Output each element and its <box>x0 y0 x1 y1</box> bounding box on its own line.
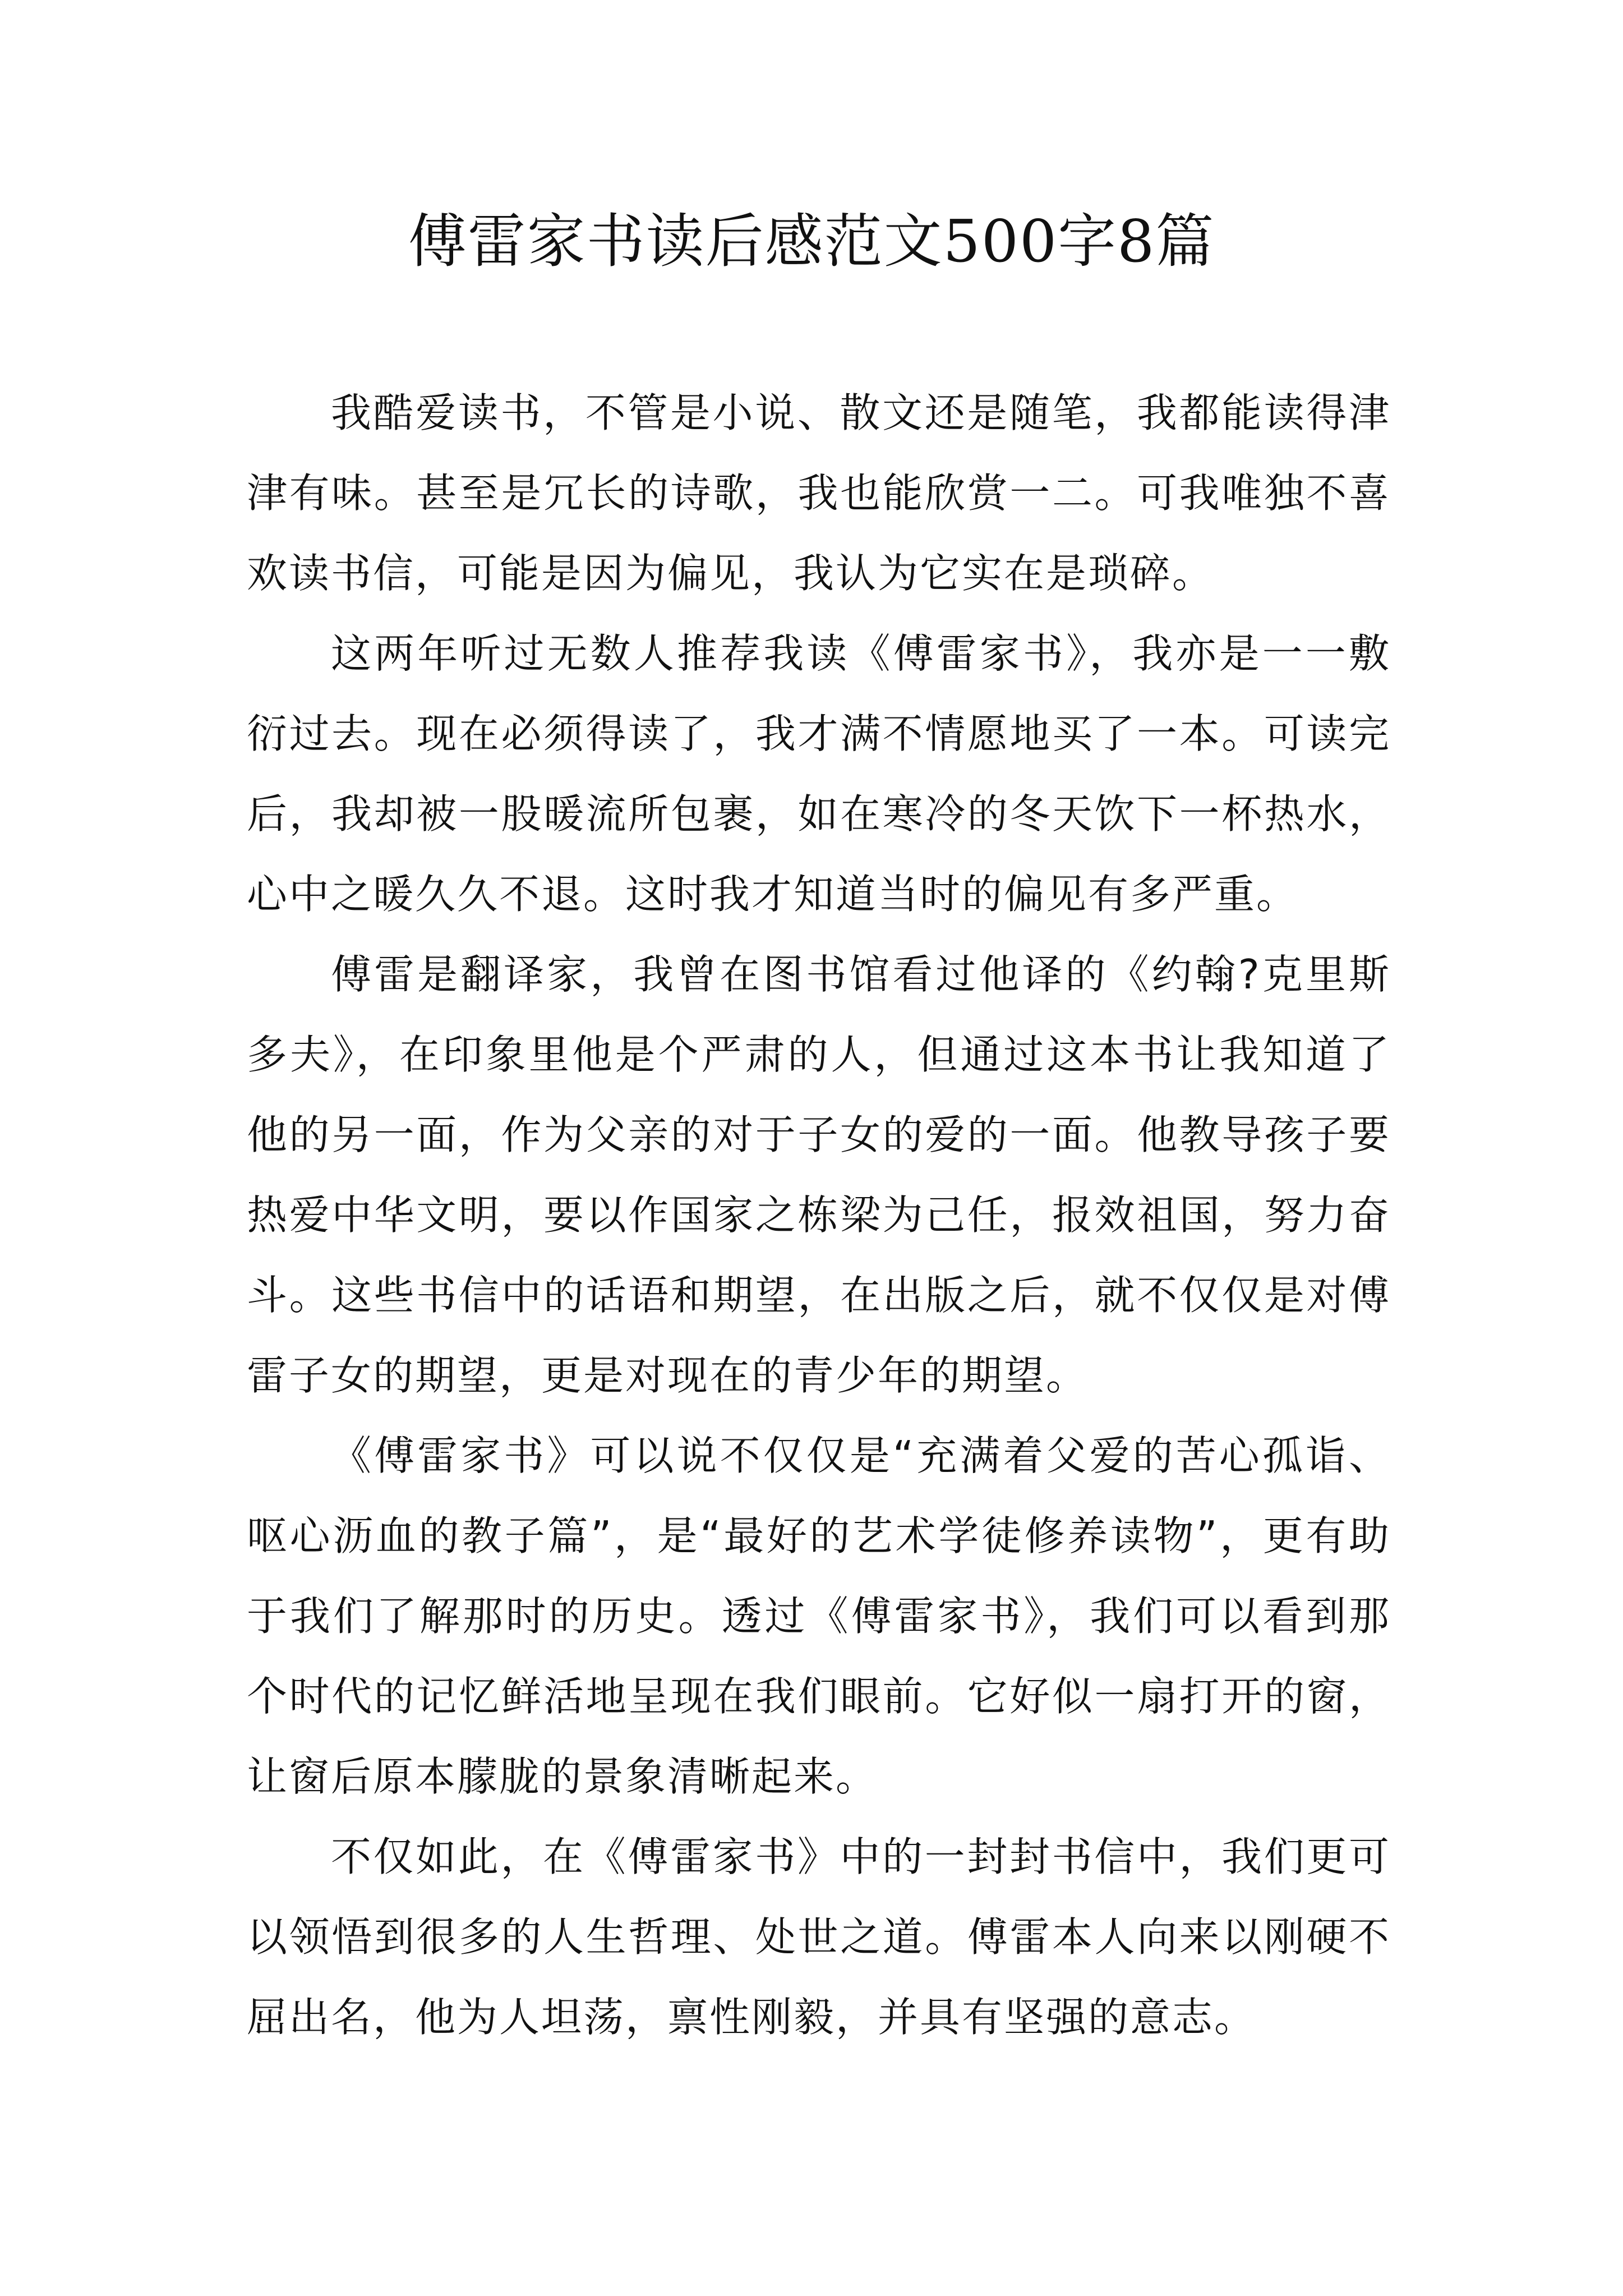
paragraph: 不仅如此，在《傅雷家书》中的一封封书信中，我们更可以领悟到很多的人生哲理、处世之道。傅雷本人向来以刚硬不屈出名，他为人坦荡，禀性刚毅，并具有坚强的意志。 <box>247 1833 1391 2041</box>
document-title: 傅雷家书读后感范文500字8篇 <box>408 207 1215 275</box>
paragraph: 傅雷是翻译家，我曾在图书馆看过他译的《约翰?克里斯多夫》，在印象里他是个严肃的人，但通过这本书让我知道了他的另一面，作为父亲的对于子女的爱的一面。他教导孩子要热爱中华文明，要以作国家之栋梁为己任，报效祖国，努力奋斗。这些书信中的话语和期望，在出版之后，就不仅仅是对傅雷子女的期望，更是对现在的青少年的期望。 <box>247 951 1391 1399</box>
paragraph: 我酷爱读书，不管是小说、散文还是随笔，我都能读得津津有味。甚至是冗长的诗歌，我也能欣赏一二。可我唯独不喜欢读书信，可能是因为偏见，我认为它实在是琐碎。 <box>247 389 1391 597</box>
document-body <box>247 373 1391 2058</box>
paragraph: 这两年听过无数人推荐我读《傅雷家书》，我亦是一一敷衍过去。现在必须得读了，我才满不情愿地买了一本。可读完后，我却被一股暖流所包裹，如在寒冷的冬天饮下一杯热水，心中之暖久久不退。这时我才知道当时的偏见有多严重。 <box>247 630 1391 918</box>
paragraph: 《傅雷家书》可以说不仅仅是“充满着父爱的苦心孤诣、呕心沥血的教子篇”，是“最好的艺术学徒修养读物”，更有助于我们了解那时的历史。透过《傅雷家书》，我们可以看到那个时代的记忆鲜活地呈现在我们眼前。它好似一扇打开的窗，让窗后原本朦胧的景象清晰起来。 <box>247 1432 1391 1800</box>
